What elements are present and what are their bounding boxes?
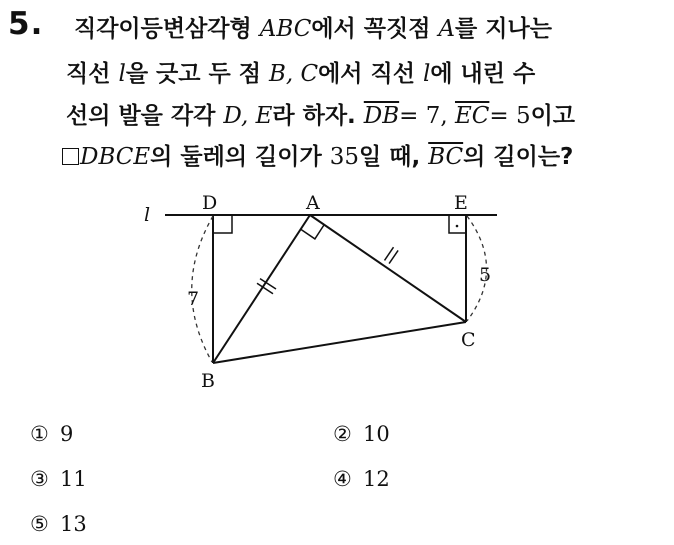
choice-value: 10 bbox=[363, 422, 390, 446]
choice-marker: ④ bbox=[333, 467, 352, 491]
label-a: A bbox=[306, 192, 320, 214]
choice-4[interactable] bbox=[333, 467, 390, 491]
value-db: = 7, bbox=[399, 103, 455, 129]
segment-db: $\overline{DB}$ bbox=[363, 103, 400, 129]
text: 이고 bbox=[530, 103, 576, 129]
text: 에 내린 수 bbox=[430, 61, 536, 87]
text: 에서 꼭짓점 bbox=[311, 16, 439, 42]
choice-3[interactable] bbox=[30, 467, 87, 491]
label-c: C bbox=[461, 329, 476, 351]
choice-marker: ① bbox=[30, 422, 49, 446]
choice-marker: ③ bbox=[30, 467, 49, 491]
segment-bc-line bbox=[213, 322, 466, 363]
value-ec: = 5 bbox=[489, 103, 531, 129]
question-number: 5. bbox=[8, 6, 44, 42]
choice-value: 9 bbox=[60, 422, 74, 446]
math-points-de: D, E bbox=[223, 103, 273, 129]
choice-2[interactable] bbox=[333, 422, 390, 446]
text: 라 하자. bbox=[272, 103, 364, 129]
math-triangle-abc: ABC bbox=[259, 16, 312, 42]
text: 에서 직선 bbox=[318, 61, 423, 87]
right-angle-a-icon bbox=[301, 225, 325, 239]
text: 선의 발을 각각 bbox=[66, 103, 224, 129]
math-points-bc: B, C bbox=[268, 61, 319, 87]
choice-marker: ⑤ bbox=[30, 512, 49, 536]
segment-bc: $\overline{BC}$ bbox=[428, 144, 464, 170]
label-db-length: 7 bbox=[187, 288, 200, 310]
label-b: B bbox=[201, 370, 215, 392]
math-quadrilateral-dbce: DBCE bbox=[80, 144, 151, 170]
text: 의 길이는? bbox=[463, 144, 574, 170]
choice-value: 13 bbox=[60, 512, 87, 536]
choice-5[interactable] bbox=[30, 512, 87, 536]
segment-ac-line bbox=[310, 215, 466, 322]
text: 를 지나는 bbox=[455, 16, 552, 42]
label-l: l bbox=[144, 204, 151, 226]
label-e: E bbox=[454, 192, 468, 214]
right-angle-e-dot-icon bbox=[456, 225, 459, 228]
segment-ec: $\overline{EC}$ bbox=[454, 103, 490, 129]
math-point-a: A bbox=[438, 16, 456, 42]
math-line-l: l bbox=[422, 61, 431, 87]
text: 일 때, bbox=[359, 144, 429, 170]
label-ec-length: 5 bbox=[479, 264, 492, 286]
text: 직각이등변삼각형 bbox=[74, 16, 260, 42]
right-angle-d-icon bbox=[213, 215, 232, 233]
label-d: D bbox=[202, 192, 218, 214]
text: 의 둘레의 길이가 bbox=[150, 144, 330, 170]
choice-1[interactable] bbox=[30, 422, 73, 446]
segment-ab-line bbox=[213, 215, 310, 363]
value-perimeter: 35 bbox=[329, 144, 360, 170]
math-line-l: l bbox=[118, 61, 126, 87]
text: 을 긋고 두 점 bbox=[125, 61, 269, 87]
choice-value: 11 bbox=[60, 467, 87, 491]
choice-marker: ② bbox=[333, 422, 352, 446]
right-angle-e-icon bbox=[449, 215, 466, 233]
choice-value: 12 bbox=[363, 467, 390, 491]
text: 직선 bbox=[66, 61, 119, 87]
